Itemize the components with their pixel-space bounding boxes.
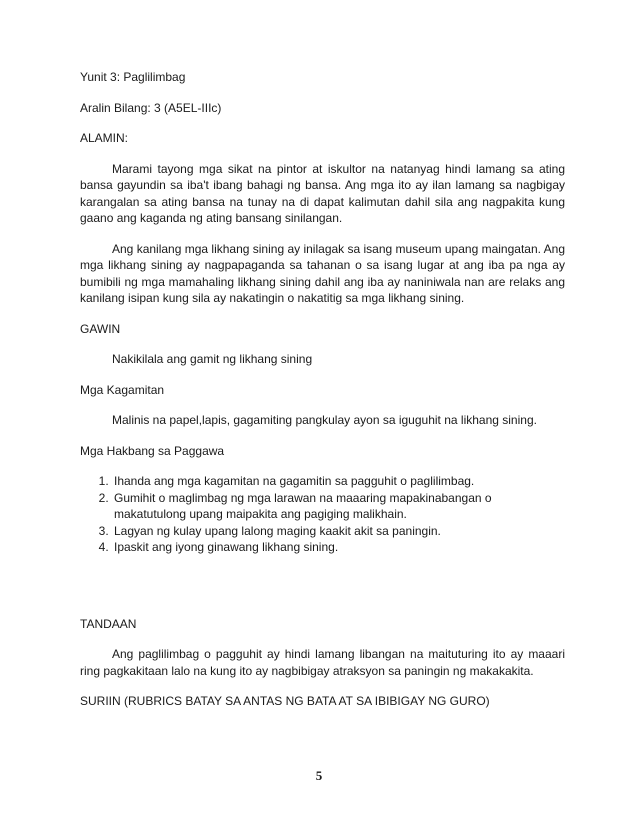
kagamitan-heading: Mga Kagamitan bbox=[80, 382, 165, 397]
document-page bbox=[80, 69, 565, 724]
suriin-heading: SURIIN (RUBRICS BATAY SA ANTAS NG BATA AT SA IBIBIGAY NG GURO) bbox=[80, 694, 490, 708]
step-item: 1. Ihanda ang mga kagamitan na gagamitin sa pagguhit o paglilimbag. bbox=[112, 473, 565, 490]
section-gap bbox=[80, 570, 565, 616]
step-item: 2. Gumihit o maglimbag ng mga larawan na maaaring mapakinabangan o makatutulong upang maipakita ang pagiging malikhain. bbox=[112, 490, 565, 523]
alamin-paragraph-1: Marami tayong mga sikat na pintor at iskultor na natanyag hindi lamang sa ating bansa gayundin sa iba't ibang bahagi ng bansa. Ang mga ito ay ilan lamang sa nagbigay karangalan sa ating bansa na tunay na di dapat kalimutan dahil sila ang nagpakita kung gaano ang kaganda ng ating bansang sinilangan. bbox=[80, 161, 565, 225]
step-item: 3. Lagyan ng kulay upang lalong maging kaakit akit sa paningin. bbox=[112, 523, 565, 540]
page-number: 5 bbox=[315, 768, 323, 783]
alamin-paragraph-2: Ang kanilang mga likhang sining ay inilagak sa isang museum upang maingatan. Ang mga likhang sining ay nagpapaganda sa tahanan o sa isang lugar at ang iba pa nga ay bumibili ng mga mamahaling likhang sining dahil ang iba ay naniniwala nan are relaks ang kanilang isipan kung sila ay nakatingin o nakatitig sa mga likhang sining. bbox=[80, 241, 565, 305]
gawin-heading: GAWIN bbox=[80, 321, 121, 336]
tandaan-text: Ang paglilimbag o pagguhit ay hindi lamang libangan na maituturing ito ay maaari ring pagkakitaan lalo na kung ito ay nagbibigay atraksyon sa paningin ng makakakita. bbox=[80, 647, 565, 678]
unit-title: Yunit 3: Paglilimbag bbox=[80, 70, 186, 84]
alamin-heading: ALAMIN: bbox=[80, 131, 129, 145]
gawin-text: Nakikilala ang gamit ng likhang sining bbox=[112, 352, 313, 366]
steps-list bbox=[80, 473, 565, 556]
step-item: 4. Ipaskit ang iyong ginawang likhang sining. bbox=[112, 539, 565, 556]
tandaan-heading: TANDAAN bbox=[80, 616, 137, 631]
hakbang-heading: Mga Hakbang sa Paggawa bbox=[80, 443, 225, 458]
kagamitan-text: Malinis na papel,lapis, gagamiting pangkulay ayon sa iguguhit na likhang sining. bbox=[112, 413, 537, 427]
lesson-number: Aralin Bilang: 3 (A5EL-IIIc) bbox=[80, 100, 222, 115]
